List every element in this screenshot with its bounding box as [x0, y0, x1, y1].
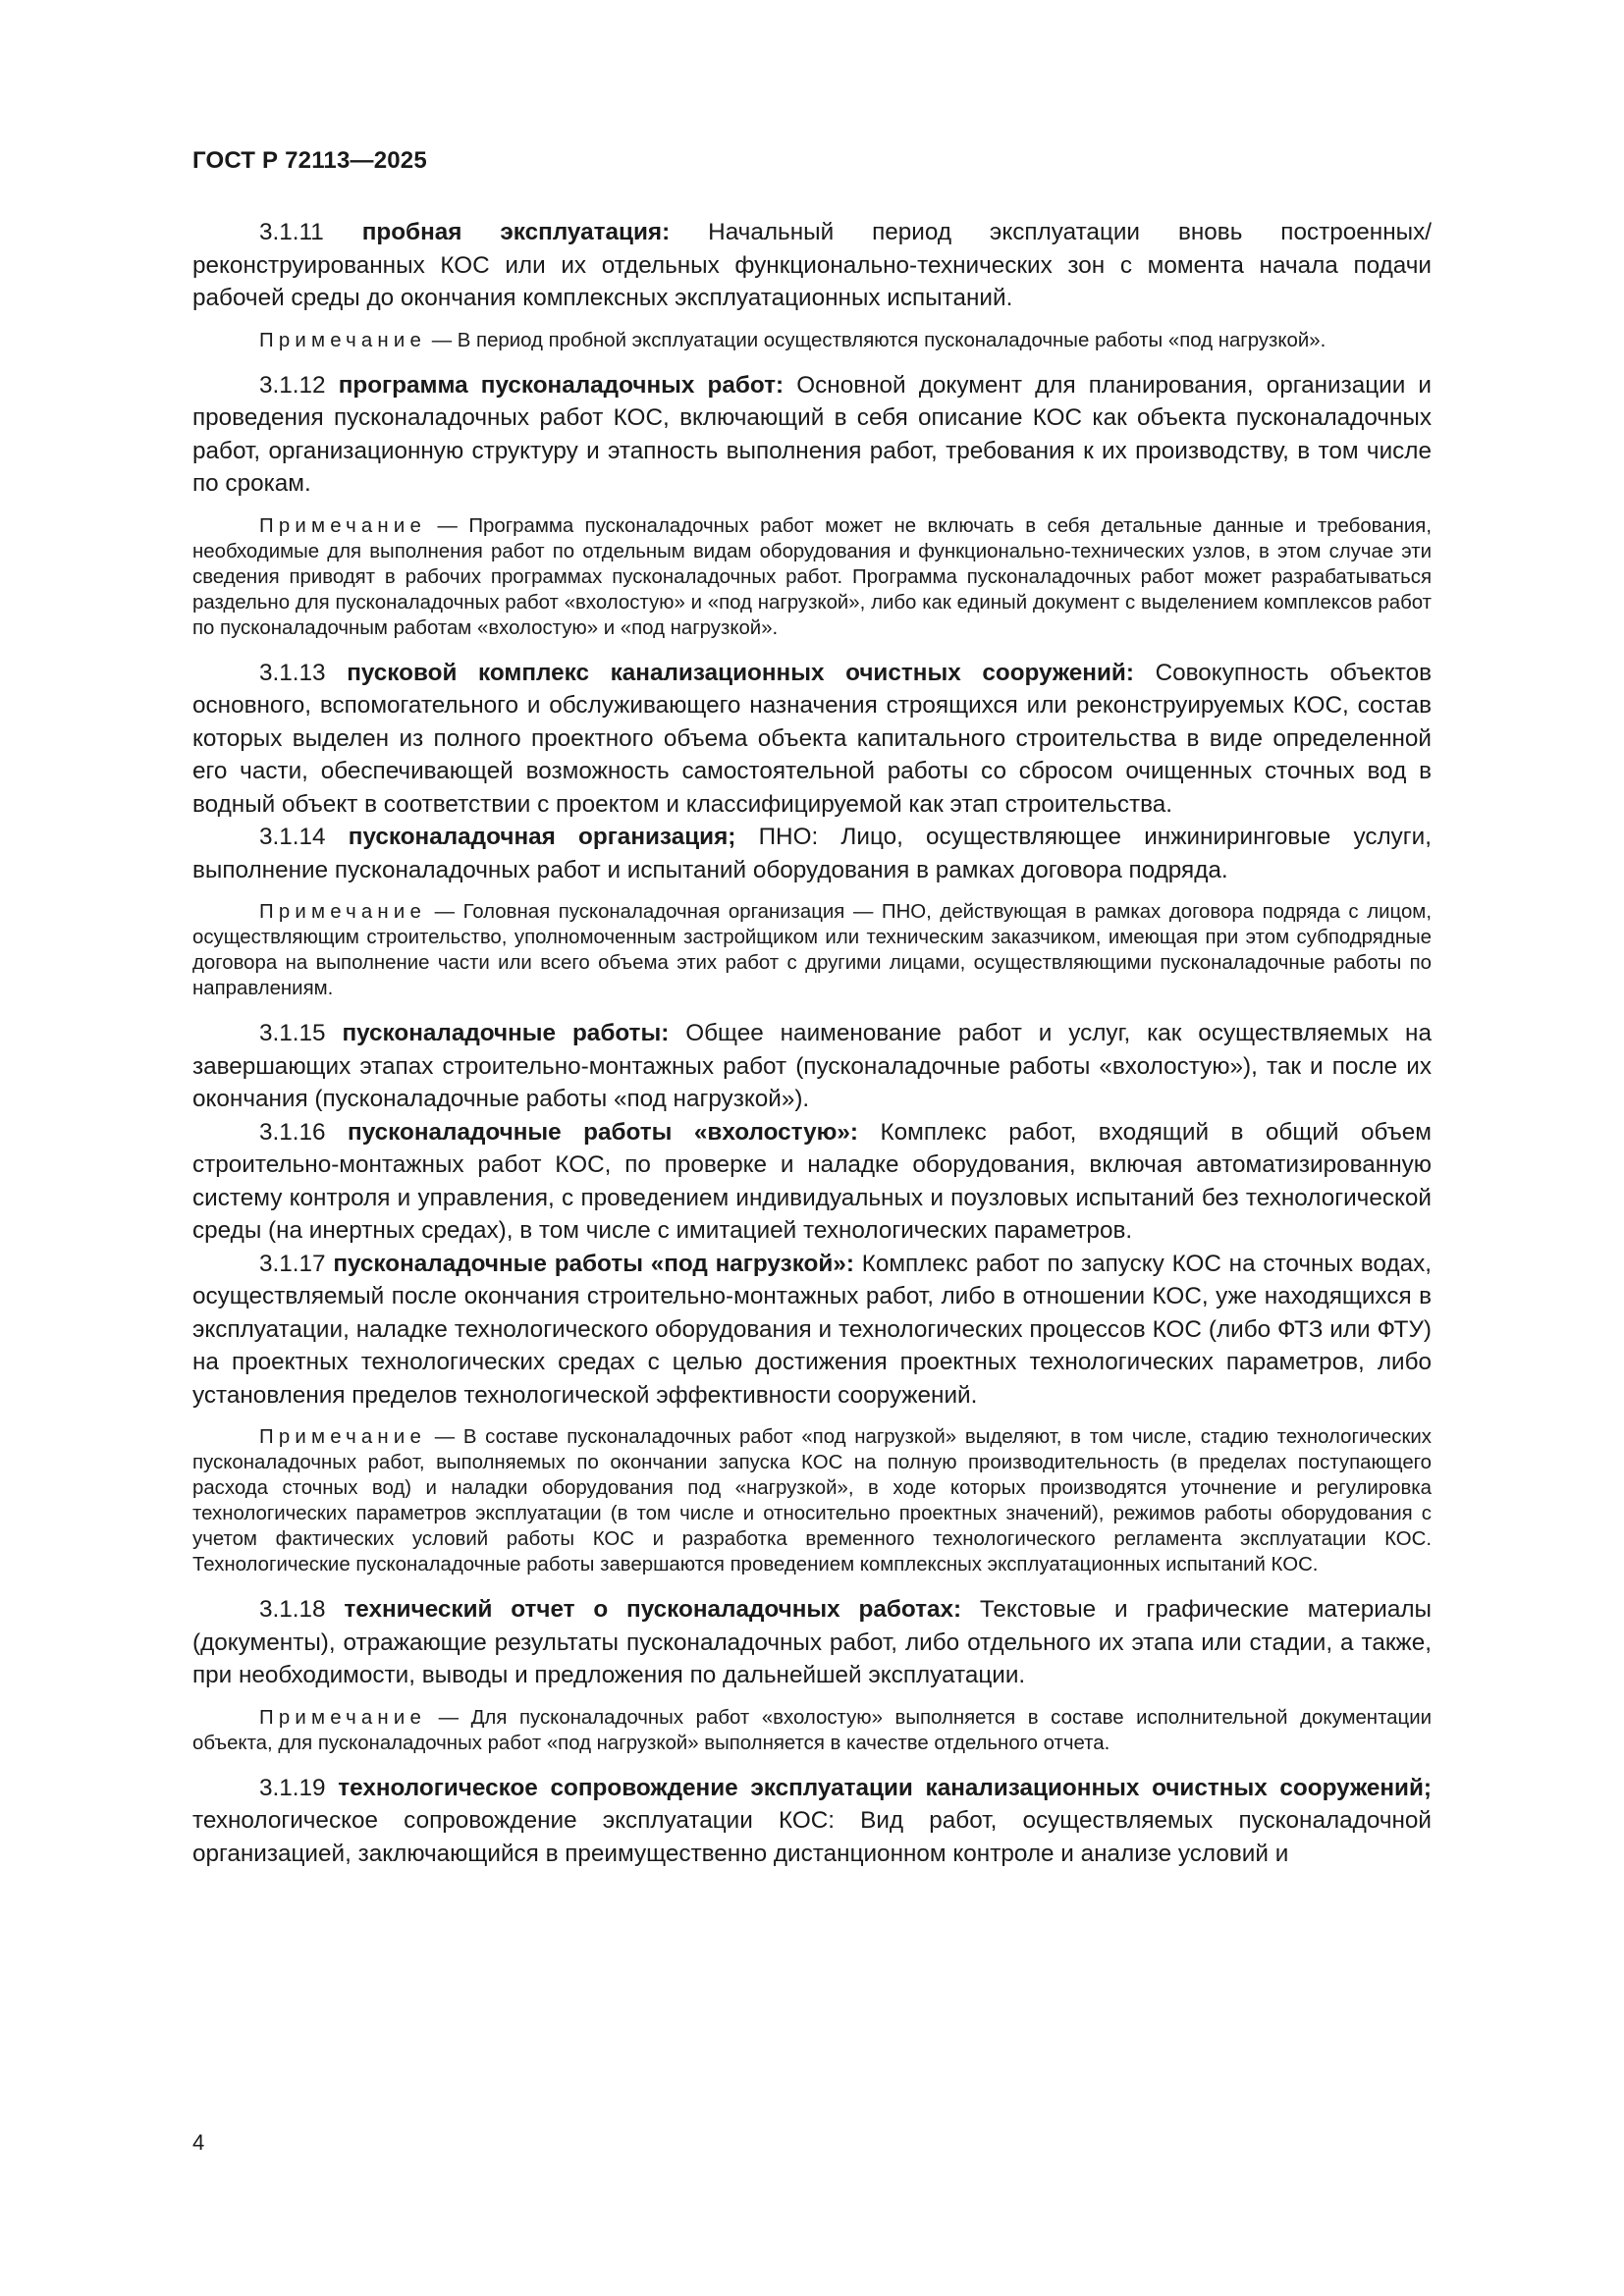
note-3-1-14: Примечание — Головная пусконаладочная организация — ПНО, действующая в рамках договора подряда с лицом, осуществляющим строительство, уполномоченным застройщиком или техническим заказчиком, имеющая при этом субподрядные договора на выполнение части или всего объема этих работ с другими лицами, осуществляющими пусконаладочные работы по направлениям. [192, 901, 1432, 999]
note-text: Программа пусконаладочных работ может не включать в себя детальные данные и требования, необходимые для выполнения работ по отдельным видам оборудования и функционально-технических узлов, в этом случае эти сведения приводят в рабочих программах пусконаладочных работ. Программа пусконаладочных работ может разрабатываться раздельно для пусконаладочных работ «вхолостую» и «под нагрузкой», либо как единый документ с выделением комплексов работ по пусконаладочным работам «вхолостую» и «под нагрузкой». [192, 514, 1432, 639]
term-number: 3.1.19 [259, 1774, 326, 1801]
note-label: Примечание [259, 514, 427, 537]
term-title: пусконаладочные работы «вхолостую»: [348, 1118, 858, 1146]
term-entry-3-1-17 [192, 1248, 1432, 1413]
term-number: 3.1.14 [259, 824, 326, 850]
document-header: ГОСТ Р 72113—2025 [192, 147, 427, 174]
term-entry-3-1-14 [192, 821, 1432, 886]
term-title: пусконаладочная организация; [348, 824, 736, 850]
term-number: 3.1.18 [259, 1596, 326, 1623]
term-number: 3.1.12 [259, 371, 326, 399]
note-3-1-11: Примечание — В период пробной эксплуатации осуществляются пусконаладочные работы «под нагрузкой». [259, 329, 1326, 351]
term-entry-3-1-18 [192, 1593, 1432, 1692]
note-label: Примечание [259, 1706, 427, 1729]
term-entry-3-1-12 [192, 369, 1432, 501]
term-entry-3-1-19 [192, 1772, 1432, 1871]
note-text: В составе пусконаладочных работ «под нагрузкой» выделяют, в том числе, стадию технологических пусконаладочных работ, выполняемых по окончании запуска КОС на полную производительность (в пределах поступающего расхода сточных вод) и наладки оборудования под «нагрузкой», в ходе которых производятся уточнение и регулировка технологических параметров эксплуатации (в том числе и относительно проектных значений), режимов работы оборудования с учетом фактических условий работы КОС и разработка временного технологического регламента эксплуатации КОС. Технологические пусконаладочные работы завершаются проведением комплексных эксплуатационных испытаний КОС. [192, 1426, 1432, 1575]
note-label: Примечание [259, 901, 427, 923]
term-title: технологическое сопровождение эксплуатации канализационных очистных сооружений; [338, 1774, 1432, 1801]
term-definition: технологическое сопровождение эксплуатации КОС: Вид работ, осуществляемых пусконаладочной организацией, заключающийся в преимущественно дистанционном контроле и анализе условий и [192, 1807, 1432, 1867]
term-title: пусковой комплекс канализационных очистных сооружений: [347, 659, 1134, 686]
term-title: пусконаладочные работы «под нагрузкой»: [333, 1250, 854, 1277]
term-title: технический отчет о пусконаладочных работах: [344, 1596, 962, 1623]
term-entry-3-1-16 [192, 1116, 1432, 1248]
term-entry-3-1-15 [192, 1017, 1432, 1116]
note-text: В период пробной эксплуатации осуществляются пусконаладочные работы «под нагрузкой». [457, 329, 1326, 351]
term-number: 3.1.11 [259, 219, 324, 245]
term-definition: Начальный период эксплуатации вновь построенных/реконструированных КОС или их отдельных функционально-технических зон с момента начала подачи рабочей среды до окончания комплексных эксплуатационных испытаний. [192, 219, 1432, 311]
page-number: 4 [192, 2130, 205, 2155]
term-number: 3.1.13 [259, 659, 326, 686]
note-3-1-18: Примечание — Для пусконаладочных работ «вхолостую» выполняется в составе исполнительной документации объекта, для пусконаладочных работ «под нагрузкой» выполняется в качестве отдельного отчета. [192, 1706, 1432, 1754]
term-number: 3.1.15 [259, 1020, 326, 1046]
note-text: Для пусконаладочных работ «вхолостую» выполняется в составе исполнительной документации объекта, для пусконаладочных работ «под нагрузкой» выполняется в качестве отдельного отчета. [192, 1706, 1432, 1754]
term-title: пробная эксплуатация: [361, 219, 671, 245]
term-number: 3.1.17 [259, 1250, 326, 1277]
note-3-1-17: Примечание — В составе пусконаладочных работ «под нагрузкой» выделяют, в том числе, стадию технологических пусконаладочных работ, выполняемых по окончании запуска КОС на полную производительность (в пределах поступающего расхода сточных вод) и наладки оборудования под «нагрузкой», в ходе которых производятся уточнение и регулировка технологических параметров эксплуатации (в том числе и относительно проектных значений), режимов работы оборудования с учетом фактических условий работы КОС и разработка временного технологического регламента эксплуатации КОС. Технологические пусконаладочные работы завершаются проведением комплексных эксплуатационных испытаний КОС. [192, 1426, 1432, 1575]
term-definition: Совокупность объектов основного, вспомогательного и обслуживающего назначения строящихся или реконструируемых КОС, состав которых выделен из полного проектного объема объекта капитального строительства в виде определенной его части, обеспечивающей возможность самостоятельной работы со сбросом очищенных сточных вод в водный объект в соответствии с проектом и классифицируемой как этап строительства. [192, 659, 1432, 818]
term-definition: Комплекс работ по запуску КОС на сточных водах, осуществляемый после окончания строительно-монтажных работ, либо в отношении КОС, уже находящихся в эксплуатации, наладке технологического оборудования и технологических процессов КОС (либо ФТЗ или ФТУ) на проектных технологических средах с целью достижения проектных технологических параметров, либо установления пределов технологической эффективности сооружений. [192, 1250, 1432, 1409]
term-entry-3-1-11 [192, 216, 1432, 315]
note-3-1-12: Примечание — Программа пусконаладочных работ может не включать в себя детальные данные и требования, необходимые для выполнения работ по отдельным видам оборудования и функционально-технических узлов, в этом случае эти сведения приводят в рабочих программах пусконаладочных работ. Программа пусконаладочных работ может разрабатываться раздельно для пусконаладочных работ «вхолостую» и «под нагрузкой», либо как единый документ с выделением комплексов работ по пусконаладочным работам «вхолостую» и «под нагрузкой». [192, 514, 1432, 639]
term-title: программа пусконаладочных работ: [338, 371, 785, 399]
term-definition: Основной документ для планирования, организации и проведения пусконаладочных работ КОС, включающий в себя описание КОС как объекта пусконаладочных работ, организационную структуру и этапность выполнения работ, требования к их производству, в том числе по срокам. [192, 371, 1432, 497]
note-text: Головная пусконаладочная организация — ПНО, действующая в рамках договора подряда с лицом, осуществляющим строительство, уполномоченным застройщиком или техническим заказчиком, имеющая при этом субподрядные договора на выполнение части или всего объема этих работ с другими лицами, осуществляющими пусконаладочные работы по направлениям. [192, 901, 1432, 999]
term-definition: ПНО: Лицо, осуществляющее инжиниринговые услуги, выполнение пусконаладочных работ и испытаний оборудования в рамках договора подряда. [192, 824, 1432, 883]
term-number: 3.1.16 [259, 1118, 326, 1146]
term-definition: Комплекс работ, входящий в общий объем строительно-монтажных работ КОС, по проверке и наладке оборудования, включая автоматизированную систему контроля и управления, с проведением индивидуальных и поузловых испытаний без технологической среды (на инертных средах), в том числе с имитацией технологических параметров. [192, 1118, 1432, 1244]
term-entry-3-1-13 [192, 657, 1432, 822]
document-body [192, 216, 1432, 1870]
term-definition: Текстовые и графические материалы (документы), отражающие результаты пусконаладочных работ, либо отдельного их этапа или стадии, а также, при необходимости, выводы и предложения по дальнейшей эксплуатации. [192, 1596, 1432, 1688]
note-label: Примечание [259, 329, 427, 351]
term-title: пусконаладочные работы: [342, 1020, 670, 1046]
term-definition: Общее наименование работ и услуг, как осуществляемых на завершающих этапах строительно-монтажных работ (пусконаладочные работы «вхолостую»), так и после их окончания (пусконаладочные работы «под нагрузкой»). [192, 1020, 1432, 1112]
note-label: Примечание [259, 1426, 427, 1448]
